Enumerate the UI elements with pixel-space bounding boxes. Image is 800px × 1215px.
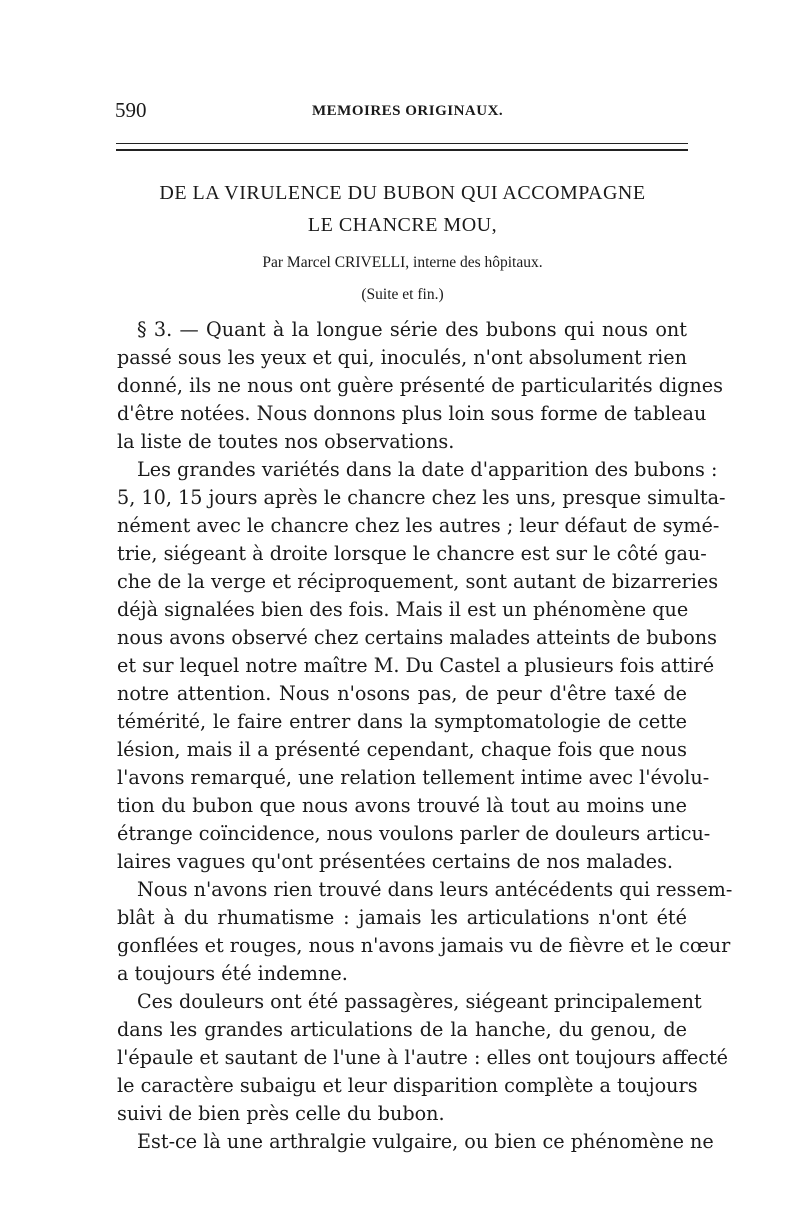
text-line: la liste de toutes nos observations. [117,430,455,453]
text-line: gonflées et rouges, nous n'avons jamais vu de fièvre et le cœur [117,934,731,957]
text-line: laires vagues qu'ont présentées certains de nos malades. [117,850,674,873]
text-line: a toujours été indemne. [117,962,348,985]
text-line: déjà signalées bien des fois. Mais il est un phénomène que [117,598,689,621]
text-line: che de la verge et réciproquement, sont autant de bizarreries [117,570,719,593]
text-line: témérité, le faire entrer dans la symptomatologie de cette [117,710,687,733]
page-number: 590 [115,98,147,122]
text-line: l'épaule et sautant de l'une à l'autre : elles ont toujours affecté [117,1046,729,1069]
header-rule [116,143,688,151]
text-line: l'avons remarqué, une relation tellement intime avec l'évolu- [117,766,710,789]
text-line: § 3. — Quant à la longue série des bubons qui nous ont [137,318,687,341]
text-line: passé sous les yeux et qui, inoculés, n'ont absolument rien [117,346,688,369]
text-line: suivi de bien près celle du bubon. [117,1102,445,1125]
text-line: nément avec le chancre chez les autres ; leur défaut de symé- [117,514,720,537]
text-line: Nous n'avons rien trouvé dans leurs antécédents qui ressem- [137,878,733,901]
text-line: dans les grandes articulations de la hanche, du genou, de [117,1018,687,1041]
author-byline: Par Marcel CRIVELLI, interne des hôpitaux. [262,254,543,271]
text-line: notre attention. Nous n'osons pas, de peur d'être taxé de [117,682,687,705]
text-line: le caractère subaigu et leur disparition complète a toujours [117,1074,698,1097]
text-line: nous avons observé chez certains malades atteints de bubons [117,626,717,649]
text-line: d'être notées. Nous donnons plus loin sous forme de tableau [117,402,707,425]
text-line: blât à du rhumatisme : jamais les articulations n'ont été [117,906,687,929]
running-head [115,98,687,128]
text-line: et sur lequel notre maître M. Du Castel a plusieurs fois attiré [117,654,715,677]
text-line: Les grandes variétés dans la date d'apparition des bubons : [137,458,718,481]
text-line: tion du bubon que nous avons trouvé là tout au moins une [117,794,687,817]
text-line: lésion, mais il a présenté cependant, chaque fois que nous [117,738,687,761]
article-title-line-1: DE LA VIRULENCE DU BUBON QUI ACCOMPAGNE [159,182,646,204]
article-body [117,316,733,1156]
text-line: 5, 10, 15 jours après le chancre chez les uns, presque simulta- [117,486,726,509]
text-line: donné, ils ne nous ont guère présenté de particularités dignes [117,374,723,397]
text-line: étrange coïncidence, nous voulons parler de douleurs articu- [117,822,711,845]
text-line: Est-ce là une arthralgie vulgaire, ou bien ce phénomène ne [137,1130,714,1153]
text-line: trie, siégeant à droite lorsque le chancre est sur le côté gau- [117,542,707,565]
article-title-line-2: LE CHANCRE MOU, [307,214,498,236]
text-line: Ces douleurs ont été passagères, siégeant principalement [137,990,702,1013]
running-title: MEMOIRES ORIGINAUX. [312,103,504,119]
continuation-note: (Suite et fin.) [361,286,444,303]
